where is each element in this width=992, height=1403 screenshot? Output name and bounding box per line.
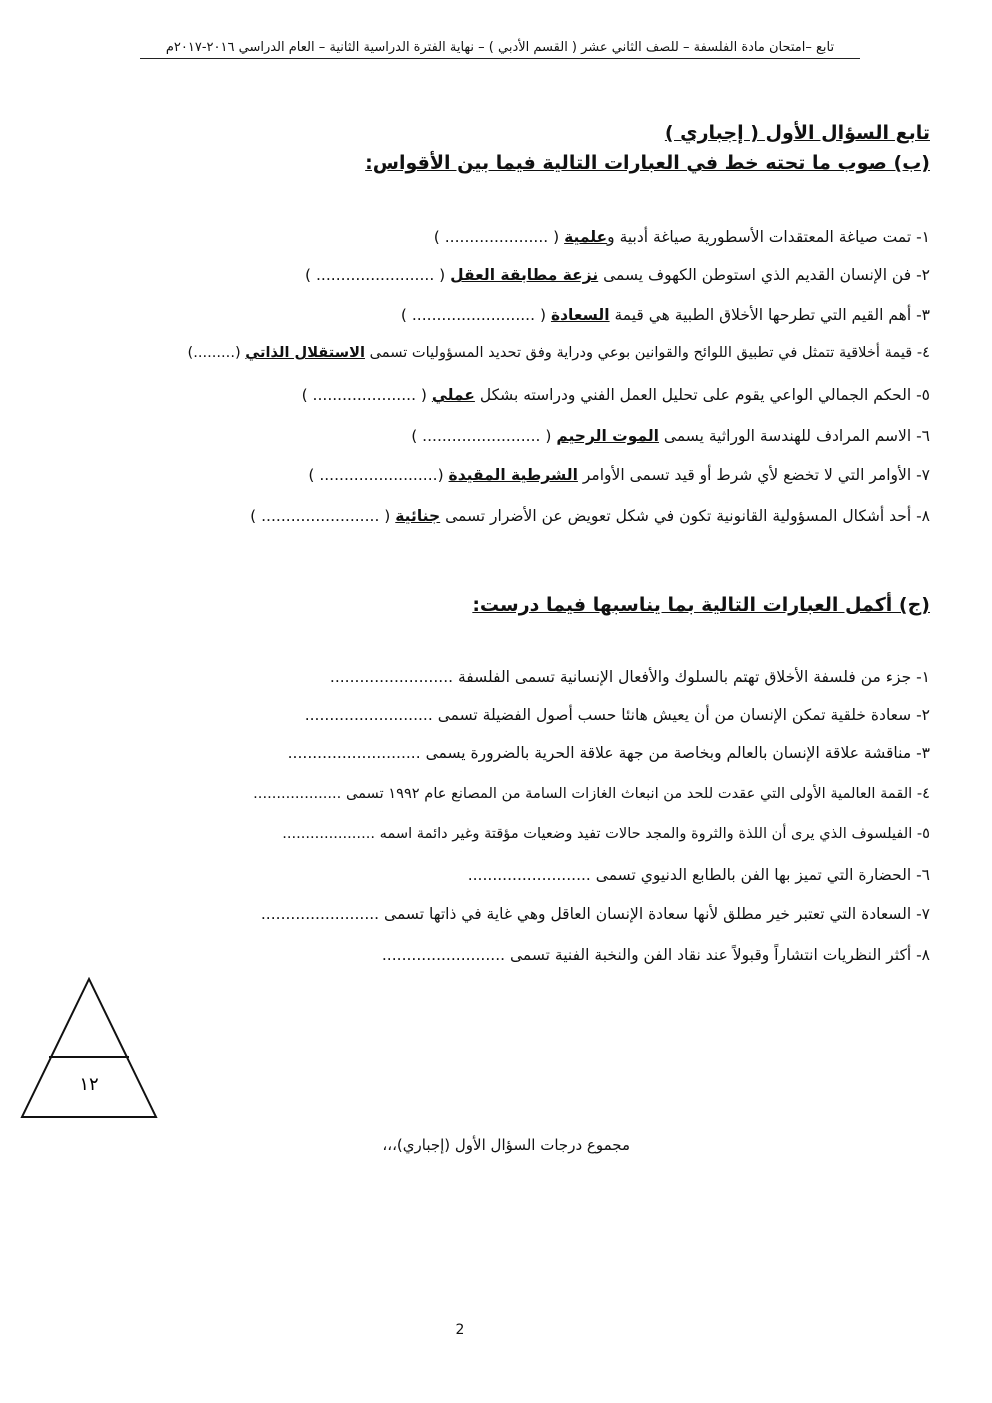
underlined-term: عملي xyxy=(431,386,475,404)
part-b-item: ٤- قيمة أخلاقية تتمثل في تطبيق اللوائح والقوانين بوعي ودراية وفق تحديد المسؤوليات تسمى الاستقلال الذاتي (.........) xyxy=(187,344,930,361)
part-b-item: ٣- أهم القيم التي تطرحها الأخلاق الطبية هي قيمة السعادة ( ......................... ) xyxy=(400,306,930,324)
underlined-term: علمية xyxy=(564,228,608,246)
part-b-item: ٧- الأوامر التي لا تخضع لأي شرط أو قيد تسمى الأوامر الشرطية المقيدة (........................ ) xyxy=(308,466,930,484)
part-b-item: ٥- الحكم الجمالي الواعي يقوم على تحليل العمل الفني ودراسته بشكل عملي ( ..................... ) xyxy=(301,386,930,404)
part-b-item: ٢- فن الإنسان القديم الذي استوطن الكهوف يسمى نزعة مطابقة العقل ( ........................ ) xyxy=(305,266,930,284)
part-c-item: ٤- القمة العالمية الأولى التي عقدت للحد من انبعاث الغازات السامة من المصانع عام ١٩٩٢ تسمى ................... xyxy=(253,785,930,802)
part-c-title: (ج) أكمل العبارات التالية بما يناسبها فيما درست: xyxy=(472,594,930,616)
part-b-item: ٨- أحد أشكال المسؤولية القانونية تكون في شكل تعويض عن الأضرار تسمى جنائية ( ........................ ) xyxy=(250,507,930,525)
part-c-item: ٧- السعادة التي تعتبر خير مطلق لأنها سعادة الإنسان العاقل وهي غاية في ذاتها تسمى ........................ xyxy=(260,905,930,923)
part-c-item: ٦- الحضارة التي تميز بها الفن بالطابع الدنيوي تسمى ......................... xyxy=(467,866,930,884)
underlined-term: السعادة xyxy=(550,306,610,324)
part-c-item: ١- جزء من فلسفة الأخلاق تهتم بالسلوك والأفعال الإنسانية تسمى الفلسفة ......................... xyxy=(329,668,930,686)
part-b-title: (ب) صوب ما تحته خط في العبارات التالية فيما بين الأقواس: xyxy=(365,152,930,174)
page-number: 2 xyxy=(455,1322,465,1338)
part-b-item: ١- تمت صياغة المعتقدات الأسطورية صياغة أدبية وعلمية ( ..................... ) xyxy=(433,228,930,246)
triangle-outline xyxy=(22,979,156,1117)
part-c-item: ٣- مناقشة علاقة الإنسان بالعالم وبخاصة من جهة علاقة الحرية بالضرورة يسمى ........................... xyxy=(287,744,930,762)
underlined-term: جنائية xyxy=(395,507,441,525)
underlined-term: نزعة مطابقة العقل xyxy=(450,266,599,284)
underlined-term: الاستقلال الذاتي xyxy=(245,344,365,361)
part-b-item: ٦- الاسم المرادف للهندسة الوراثية يسمى الموت الرحيم ( ........................ ) xyxy=(411,427,930,445)
total-score-label: مجموع درجات السؤال الأول (إجباري)،،، xyxy=(382,1136,630,1154)
score-value: ١٢ xyxy=(79,1074,99,1095)
question-title: تابع السؤال الأول ( إجباري ) xyxy=(664,122,930,144)
part-c-item: ٢- سعادة خلقية تمكن الإنسان من أن يعيش هانئا حسب أصول الفضيلة تسمى .......................... xyxy=(304,706,930,724)
part-c-item: ٨- أكثر النظريات انتشاراً وقبولاً عند نقاد الفن والنخبة الفنية تسمى ......................... xyxy=(381,946,930,964)
score-triangle xyxy=(20,977,158,1119)
underlined-term: الموت الرحيم xyxy=(556,427,659,445)
exam-header: تابع –امتحان مادة الفلسفة – للصف الثاني عشر ( القسم الأدبي ) – نهاية الفترة الدراسية الثانية – العام الدراسي ٢٠١٦-٢٠١٧م xyxy=(140,40,860,59)
part-c-item: ٥- الفيلسوف الذي يرى أن اللذة والثروة والمجد حالات تفيد وضعيات مؤقتة وغير دائمة اسمه .................... xyxy=(282,825,930,842)
underlined-term: الشرطية المقيدة xyxy=(448,466,578,484)
